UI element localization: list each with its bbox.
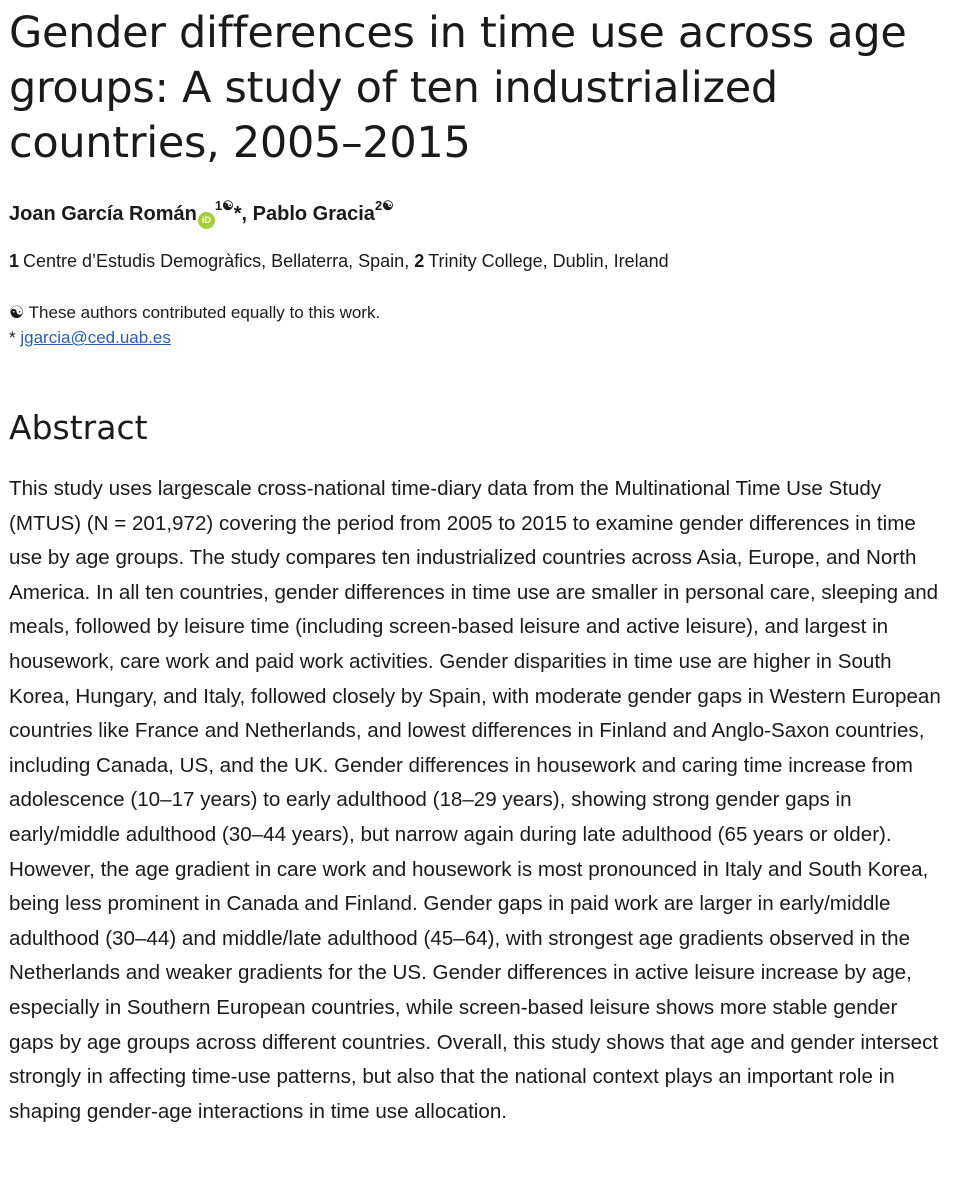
- author-list: [9, 198, 959, 229]
- corresponding-author-mark: *: [233, 203, 242, 225]
- abstract-body: This study uses largescale cross-national time-diary data from the Multinational Time Use Study (MTUS) (N = 201,972) covering the period from 2005 to 2015 to examine gender differences in time use by age groups. The study compares ten industrialized countries across Asia, Europe, and North America. In all ten countries, gender differences in time use are smaller in personal care, sleeping and meals, followed by leisure time (including screen-based leisure and active leisure), and largest in housework, care work and paid work activities. Gender disparities in time use are higher in South Korea, Hungary, and Italy, followed closely by Spain, with moderate gender gaps in Western European countries like France and Netherlands, and lowest differences in Finland and Anglo-Saxon countries, including Canada, US, and the UK. Gender differences in housework and caring time increase from adolescence (10–17 years) to early adulthood (18–29 years), showing strong gender gaps in early/middle adulthood (30–44 years), but narrow again during late adulthood (65 years or older). However, the age gradient in care work and housework is most pronounced in Italy and South Korea, being less prominent in Canada and Finland. Gender gaps in paid work are larger in early/middle adulthood (30–44) and middle/late adulthood (45–64), with strongest age gradients observed in the Netherlands and weaker gradients for the US. Gender differences in active leisure increase by age, especially in Southern European countries, while screen-based leisure shows more stable gender gaps by age groups across different countries. Overall, this study shows that age and gender intersect strongly in affecting time-use patterns, but also that the national context plays an important role in shaping gender-age interactions in time use allocation.: [9, 477, 941, 1123]
- affiliation-superscript: 1☯: [214, 198, 234, 214]
- equal-contribution-icon: ☯: [222, 198, 234, 214]
- equal-contribution-icon: ☯: [9, 303, 25, 322]
- affiliation-superscript: 2☯: [374, 198, 394, 214]
- affiliations: [9, 249, 959, 273]
- corresponding-email-note: [9, 325, 959, 350]
- article-title: [9, 0, 959, 171]
- equal-contribution-note: [9, 300, 959, 325]
- article-page: [9, 0, 959, 1129]
- corresponding-author-mark: *: [9, 328, 16, 347]
- equal-contribution-text: These authors contributed equally to this work.: [28, 303, 381, 322]
- author-name[interactable]: Joan García Román: [9, 203, 197, 225]
- affiliation-text: Centre d’Estudis Demogràfics, Bellaterra, Spain,: [23, 251, 410, 271]
- title-line: groups: A study of ten industrialized: [9, 63, 778, 113]
- author-notes: [9, 300, 959, 350]
- orcid-icon[interactable]: iD: [198, 212, 215, 229]
- email-link[interactable]: jgarcia@ced.uab.es: [20, 328, 171, 347]
- abstract-heading: Abstract: [9, 408, 148, 447]
- affiliation-number: 1: [9, 251, 20, 271]
- affiliation-number: 2: [414, 251, 425, 271]
- title-line: countries, 2005–2015: [9, 118, 471, 168]
- affiliation-text: Trinity College, Dublin, Ireland: [428, 251, 669, 271]
- author-name[interactable]: Pablo Gracia: [252, 203, 375, 225]
- title-line: Gender differences in time use across age: [9, 8, 907, 58]
- equal-contribution-icon: ☯: [382, 198, 394, 214]
- author-separator: ,: [241, 203, 253, 225]
